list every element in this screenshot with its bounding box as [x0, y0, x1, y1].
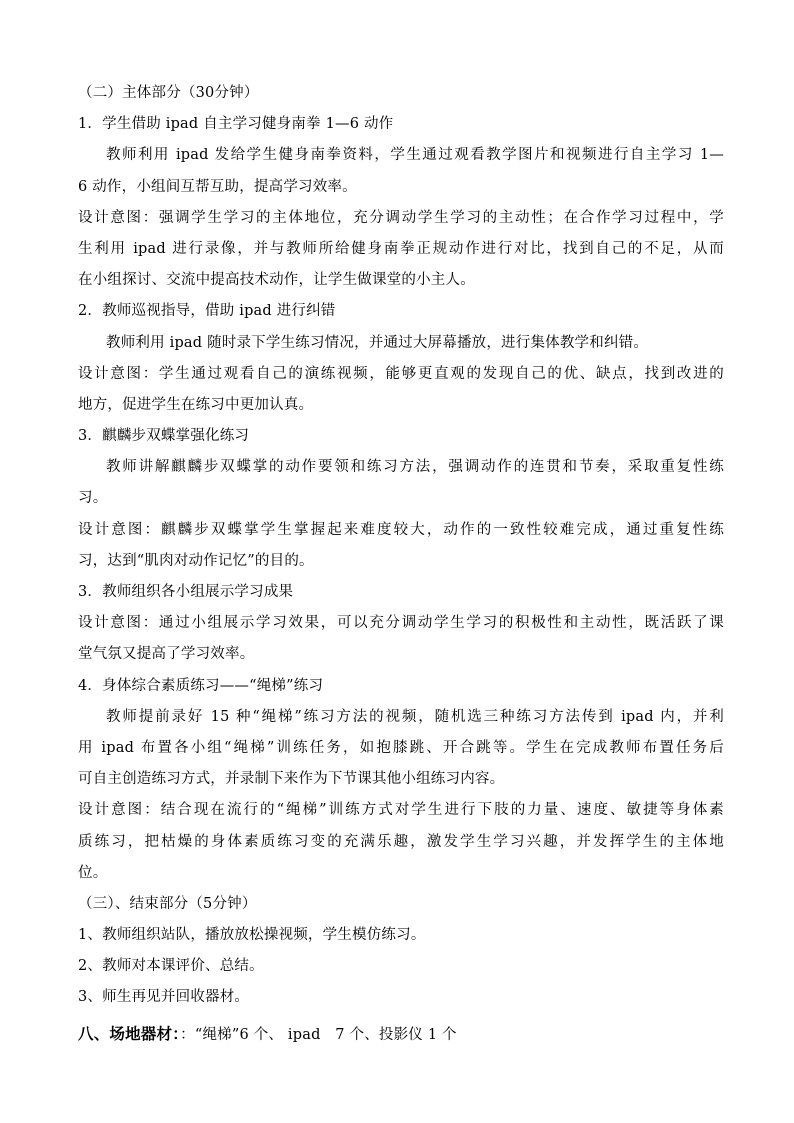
item-3-title: 3．麒麟步双蝶掌强化练习: [78, 428, 250, 445]
item-2-intent-line: 地方，促进学生在练习中更加认真。: [78, 396, 314, 413]
item-2-desc-line: 教师利用 ipad 随时录下学生练习情况，并通过大屏幕播放，进行集体教学和纠错。: [106, 334, 649, 351]
section-heading-main-part: （二）主体部分（30分钟）: [78, 85, 259, 101]
item-4-intent-line: 位。: [78, 864, 108, 881]
item-4-intent-line: 设计意图：结合现在流行的“绳梯”训练方式对学生进行下肢的力量、速度、敏捷等身体素: [78, 802, 724, 819]
closing-item: 1、教师组织站队，播放放松操视频，学生模仿练习。: [78, 927, 426, 944]
item-3-intent-line: 习，达到“肌肉对动作记忆”的目的。: [78, 552, 314, 569]
item-2-intent-line: 设计意图：学生通过观看自己的演练视频，能够更直观的发现自己的优、缺点，找到改进的: [78, 365, 724, 382]
item-1-intent-line: 生利用 ipad 进行录像，并与教师所给健身南拳正规动作进行对比，找到自己的不足，从而: [78, 240, 724, 257]
item-3b-intent-line: 堂气氛又提高了学习效率。: [78, 646, 255, 663]
closing-item: 2、教师对本课评价、总结。: [78, 958, 264, 975]
item-1-intent-line: 在小组探讨、交流中提高技术动作，让学生做课堂的小主人。: [78, 272, 475, 289]
item-1-intent-line: 设计意图：强调学生学习的主体地位，充分调动学生学习的主动性；在合作学习过程中，学: [78, 209, 724, 226]
item-4-desc-line: 教师提前录好 15 种“绳梯”练习方法的视频，随机选三种练习方法传到 ipad 内，并利: [106, 708, 724, 725]
item-1-title: 1．学生借助 ipad 自主学习健身南拳 1—6 动作: [78, 116, 394, 133]
equipment-value: ：“绳梯”6 个、 ipad 7 个、投影仪 1 个: [180, 1026, 457, 1043]
item-1-desc-line: 6 动作，小组间互帮互助，提高学习效率。: [78, 178, 357, 195]
item-1-desc-line: 教师利用 ipad 发给学生健身南拳资料，学生通过观看教学图片和视频进行自主学习 1—: [106, 147, 724, 164]
item-3-desc-line: 教师讲解麒麟步双蝶掌的动作要领和练习方法，强调动作的连贯和节奏，采取重复性练: [106, 459, 724, 476]
item-4-title: 4．身体综合素质练习——“绳梯”练习: [78, 677, 324, 694]
item-4-desc-line: 可自主创造练习方式，并录制下来作为下节课其他小组练习内容。: [78, 771, 505, 788]
item-4-intent-line: 质练习，把枯燥的身体素质练习变的充满乐趣，激发学生学习兴趣，并发挥学生的主体地: [78, 833, 724, 850]
document-body: [78, 78, 724, 1049]
item-3-desc-line: 习。: [78, 490, 108, 507]
item-2-title: 2．教师巡视指导，借助 ipad 进行纠错: [78, 303, 336, 320]
equipment-label: 八、场地器材：: [78, 1023, 181, 1043]
closing-item: 3、师生再见并回收器材。: [78, 989, 250, 1006]
section-heading-closing-part: （三）、结束部分（5分钟）: [78, 895, 257, 912]
item-3-intent-line: 设计意图：麒麟步双蝶掌学生掌握起来难度较大，动作的一致性较难完成，通过重复性练: [78, 521, 724, 538]
equipment-section: [78, 1018, 724, 1049]
item-4-desc-line: 用 ipad 布置各小组“绳梯”训练任务，如抱膝跳、开合跳等。学生在完成教师布置任务后: [78, 739, 724, 756]
item-3b-intent-line: 设计意图：通过小组展示学习效果，可以充分调动学生学习的积极性和主动性，既活跃了课: [78, 615, 724, 632]
item-3b-title: 3．教师组织各小组展示学习成果: [78, 584, 294, 600]
